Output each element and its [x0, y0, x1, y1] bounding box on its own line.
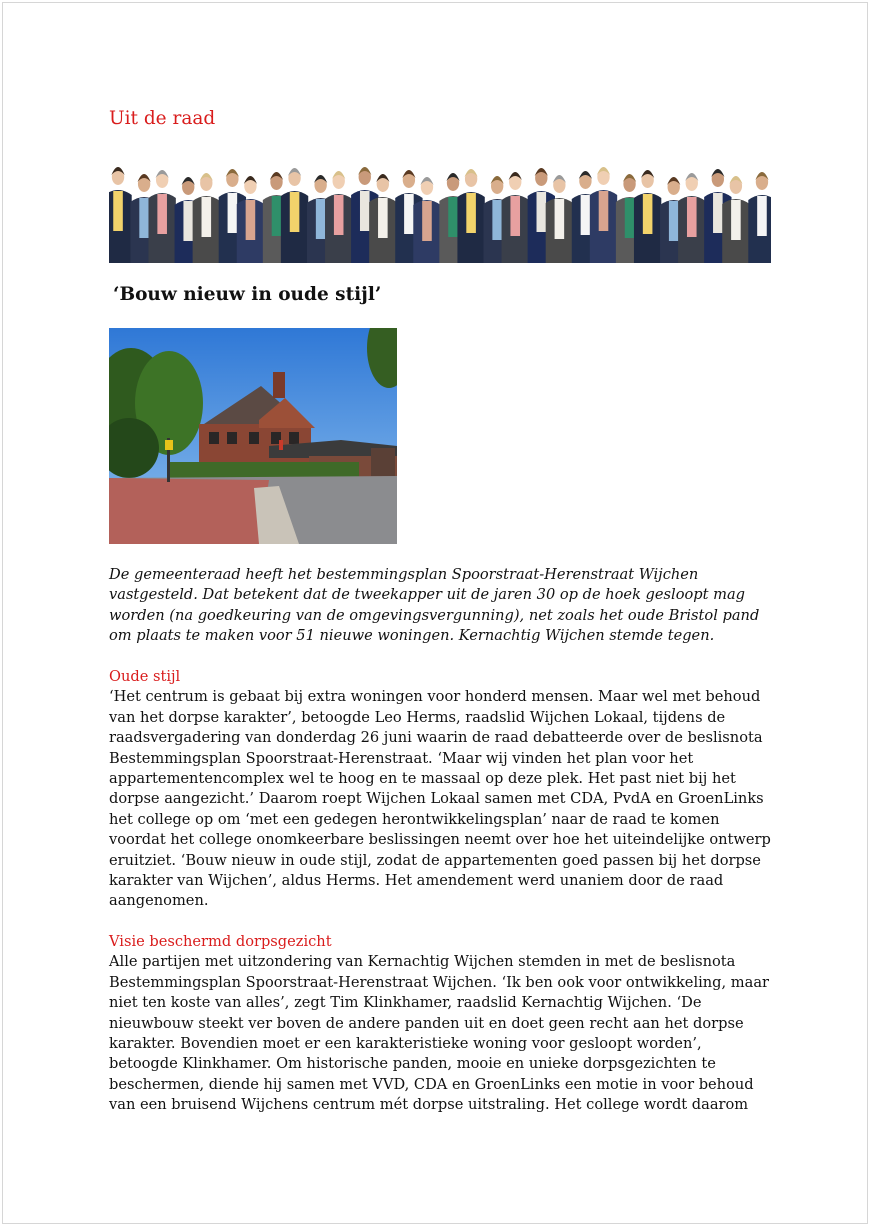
council-member-figure	[634, 170, 661, 263]
council-member-figure	[546, 175, 573, 263]
section-body: Alle partijen met uitzondering van Kernachtig Wijchen stemden in met de beslisnota Bestemmingsplan Spoorstraat-Herenstraat Wijchen. ‘Ik ben ook voor ontwikkeling, maar niet ten koste van alles’, zegt Tim Klinkhamer, raadslid Kernachtig Wijchen. ‘De nieuwbouw steekt ver boven de andere panden uit en doet geen recht aan het dorpse karakter. Bovendien moet er een karakteristieke woning voor gesloopt worden’, betoogde Klinkhamer. Om historische panden, mooie en unieke dorpsgezichten te beschermen, diende hij samen met VVD, CDA en GroenLinks een motie in voor behoud van een bruisend Wijchens centrum mét dorpse uitstraling. Het college wordt daarom	[109, 953, 770, 1114]
section-heading: Oude stijl	[109, 668, 181, 685]
council-member-figure	[502, 172, 529, 263]
section-heading: Visie beschermd dorpsgezicht	[109, 933, 332, 950]
council-member-figure	[413, 177, 440, 263]
section-title: Uit de raad	[109, 108, 216, 129]
council-member-figure	[109, 167, 132, 263]
council-member-figure	[193, 173, 220, 263]
article-intro	[109, 565, 771, 647]
street-photo	[109, 328, 397, 544]
council-group-photo	[109, 153, 771, 263]
council-member-figure	[237, 176, 264, 263]
intro-paragraph: De gemeenteraad heeft het bestemmingsplan Spoorstraat-Herenstraat Wijchen vastgesteld. Dat betekent dat de tweekapper uit de jaren 30 op de hoek gesloopt mag worden (na goedkeuring van de omgevingsvergunning), net zoals het oude Bristol pand om plaats te maken voor 51 nieuwe woningen. Kernachtig Wijchen stemde tegen.	[109, 566, 760, 645]
council-member-figure	[748, 172, 771, 263]
section-visie-beschermd-dorpsgezicht	[109, 932, 771, 1116]
council-member-figure	[590, 167, 617, 263]
council-member-figure	[678, 173, 705, 263]
council-member-figure	[325, 171, 352, 263]
council-member-figure	[369, 174, 396, 263]
council-member-figure	[457, 169, 484, 263]
council-member-figure	[722, 176, 749, 263]
section-oude-stijl	[109, 667, 771, 912]
council-group-photo-graphic	[109, 153, 771, 263]
council-member-figure	[148, 170, 175, 263]
street-photo-graphic	[109, 328, 397, 544]
article-headline: ‘Bouw nieuw in oude stijl’	[113, 284, 382, 305]
council-member-figure	[281, 168, 308, 263]
section-body: ‘Het centrum is gebaat bij extra woningen voor honderd mensen. Maar wel met behoud van het dorpse karakter’, betoogde Leo Herms, raadslid Wijchen Lokaal, tijdens de raadsvergadering van donderdag 26 juni waarin de raad debatteerde over de beslisnota Bestemmingsplan Spoorstraat-Herenstraat. ‘Maar wij vinden het plan voor het appartementencomplex wel te hoog en te massaal op deze plek. Het past niet bij het dorpse aangezicht.’ Daarom roept Wijchen Lokaal samen met CDA, PvdA en GroenLinks het college op om ‘met een gedegen herontwikkelingsplan’ naar de raad te komen voordat het college onomkeerbare beslissingen neemt over hoe het uiteindelijke ontwerp eruitziet. ‘Bouw nieuw in oude stijl, zodat de appartementen goed passen bij het dorpse karakter van Wijchen’, aldus Herms. Het amendement werd unaniem door de raad aangenomen.	[109, 688, 771, 910]
document-page	[2, 2, 868, 1224]
